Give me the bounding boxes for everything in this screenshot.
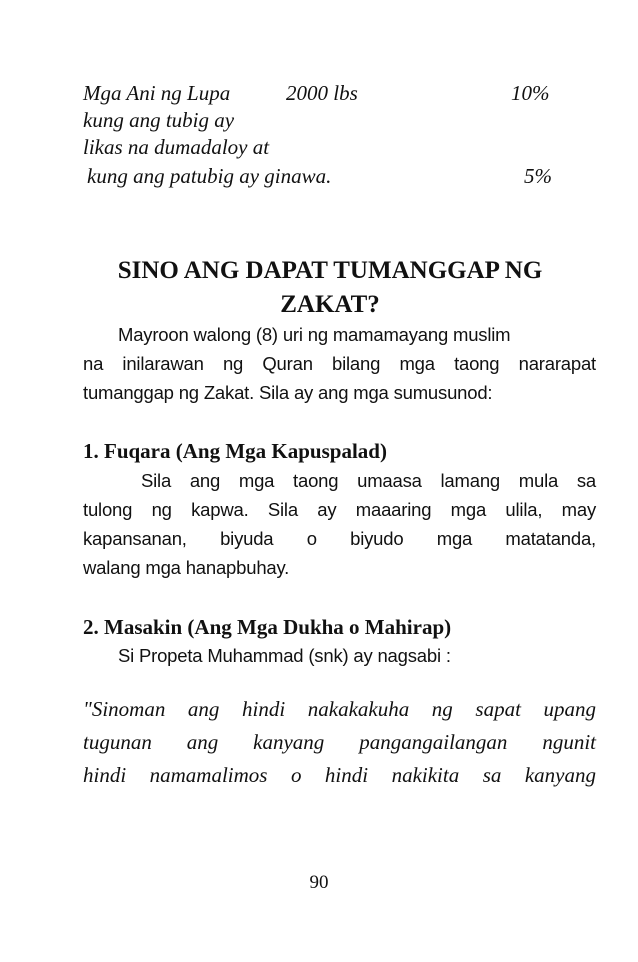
table-row1-rate: 10% [511, 81, 550, 105]
quote-line1: "Sinoman ang hindi nakakakuha ng sapat upang [83, 697, 596, 721]
table-row1-label: Mga Ani ng Lupa [83, 81, 231, 105]
section1-line2: tulong ng kapwa. Sila ay maaaring mga ulila, may [83, 499, 596, 520]
heading-line1: SINO ANG DAPAT TUMANGGAP NG [117, 257, 543, 284]
hadith-quote [83, 693, 596, 792]
section1-line1: Sila ang mga taong umaasa lamang mula sa [141, 470, 596, 491]
section1-line3: kapansanan, biyuda o biyudo mga matatanda, [83, 528, 596, 549]
section2-line1: Si Propeta Muhammad (snk) ay nagsabi : [118, 645, 451, 666]
table-row3-label: likas na dumadaloy at [83, 135, 270, 159]
table-row1-amount: 2000 lbs [286, 81, 358, 105]
intro-line2: na inilarawan ng Quran bilang mga taong nararapat [83, 353, 596, 374]
section2-paragraph [83, 641, 596, 670]
intro-line1: Mayroon walong (8) uri ng mamamayang muslim [118, 324, 511, 345]
quote-line3: hindi namamalimos o hindi nakikita sa kanyang [83, 763, 596, 787]
intro-line3: tumanggap ng Zakat. Sila ay ang mga sumusunod: [83, 382, 493, 403]
quote-line2: tugunan ang kanyang pangangailangan ngunit [83, 730, 596, 754]
section1-paragraph [83, 466, 596, 582]
table-row4-label: kung ang patubig ay ginawa. [87, 164, 332, 188]
section-heading [60, 254, 600, 322]
intro-paragraph [83, 320, 596, 407]
section2-title: 2. Masakin (Ang Mga Dukha o Mahirap) [83, 615, 452, 639]
heading-line2: ZAKAT? [280, 291, 380, 318]
section1-line4: walang mga hanapbuhay. [83, 557, 290, 578]
table-row4-rate: 5% [524, 164, 552, 188]
section1-title: 1. Fuqara (Ang Mga Kapuspalad) [83, 439, 387, 463]
table-row2-label: kung ang tubig ay [83, 108, 235, 132]
page-number: 90 [309, 872, 329, 893]
